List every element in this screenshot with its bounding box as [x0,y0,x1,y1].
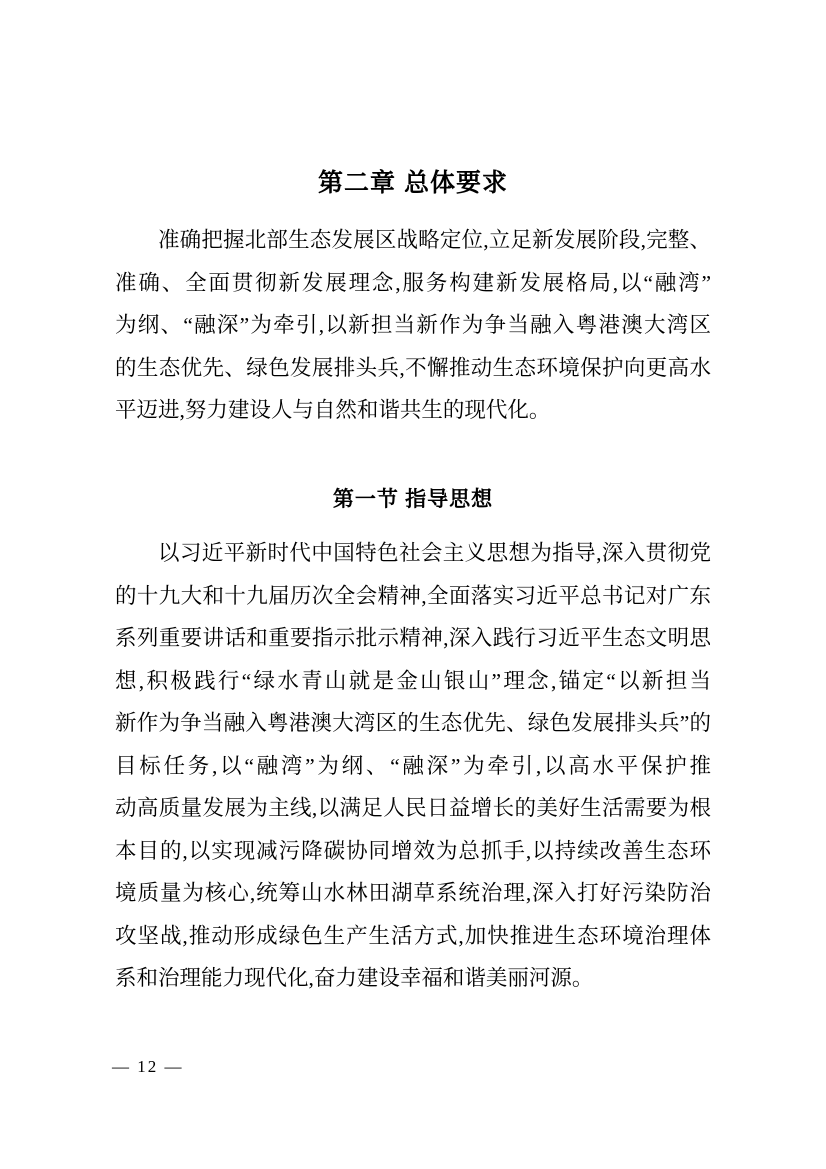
text-line: 为纲、“融深”为牵引,以新担当新作为争当融入粤港澳大湾区 [115,313,711,337]
page-number: — 12 — [112,1057,184,1076]
text-line: 境质量为核心,统筹山水林田湖草系统治理,深入打好污染防治 [115,881,711,905]
text-line: 新作为争当融入粤港澳大湾区的生态优先、绿色发展排头兵”的 [115,711,711,735]
text-line: 的生态优先、绿色发展排头兵,不懈推动生态环境保护向更高水 [115,355,711,380]
text-line: 平迈进,努力建设人与自然和谐共生的现代化。 [115,398,551,422]
text-line: 准确把握北部生态发展区战略定位,立足新发展阶段,完整、 [158,228,711,252]
text-line: 动高质量发展为主线,以满足人民日益增长的美好生活需要为根 [115,796,711,820]
paragraph [115,532,711,1000]
text-line: 系和治理能力现代化,奋力建设幸福和谐美丽河源。 [115,966,594,990]
text-line: 准确、全面贯彻新发展理念,服务构建新发展格局,以“融湾” [115,270,711,295]
paragraph [115,219,711,432]
text-line: 攻坚战,推动形成绿色生产生活方式,加快推进生态环境治理体 [115,923,711,948]
section-title: 第一节 指导思想 [332,487,494,511]
chapter-title: 第二章 总体要求 [318,169,508,197]
text-line: 的十九大和十九届历次全会精神,全面落实习近平总书记对广东 [115,583,711,608]
text-line: 本目的,以实现减污降碳协同增效为总抓手,以持续改善生态环 [115,838,711,863]
text-line: 想,积极践行“绿水青山就是金山银山”理念,锚定“以新担当 [115,668,711,693]
text-line: 系列重要讲话和重要指示批示精神,深入践行习近平生态文明思 [115,626,711,650]
text-line: 目标任务,以“融湾”为纲、“融深”为牵引,以高水平保护推 [115,753,711,778]
text-line: 以习近平新时代中国特色社会主义思想为指导,深入贯彻党 [158,541,711,565]
